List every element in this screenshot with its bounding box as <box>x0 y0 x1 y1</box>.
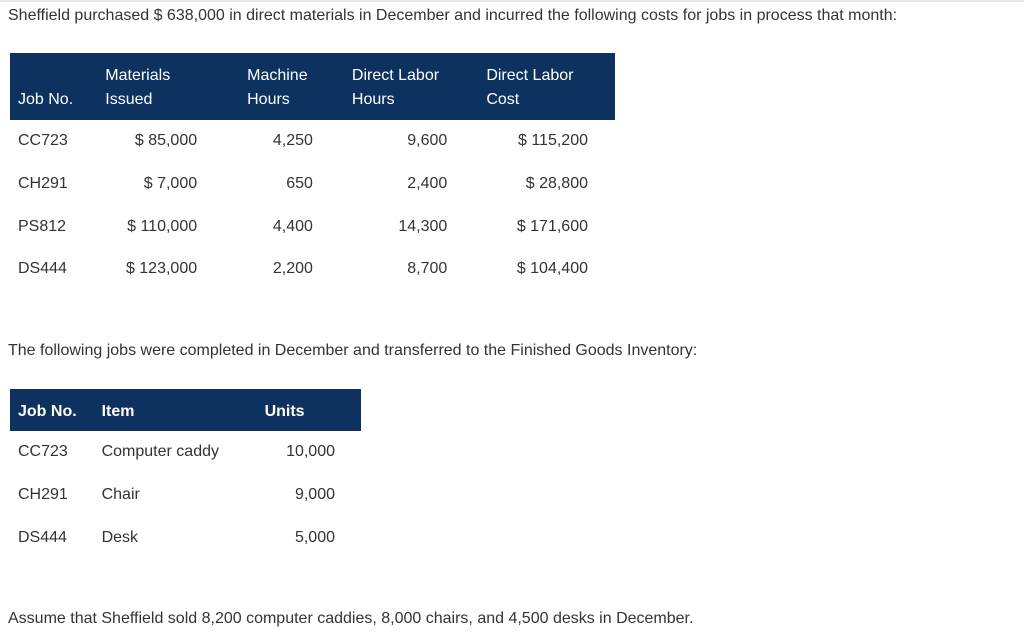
cell-item: Desk <box>101 528 139 546</box>
cell-machine-hours: 2,200 <box>272 260 313 278</box>
cell-labor-hours: 9,600 <box>407 132 448 150</box>
cell-units: 10,000 <box>286 443 335 461</box>
header-direct-labor-hours: Direct Labor Hours <box>351 67 440 108</box>
cell-job-no: CC723 <box>18 443 68 461</box>
header-job-no: Job No. <box>18 403 77 420</box>
cell-machine-hours: 4,400 <box>272 217 313 235</box>
completed-jobs-table <box>10 389 361 559</box>
cell-labor-hours: 2,400 <box>407 175 448 193</box>
cell-materials: $ 7,000 <box>143 175 198 193</box>
cell-job-no: DS444 <box>18 528 67 546</box>
completed-jobs-text: The following jobs were completed in December and transferred to the Finished Goods Inventory: <box>8 342 698 359</box>
header-item: Item <box>101 403 135 420</box>
cell-materials: $ 123,000 <box>125 260 198 278</box>
table-row <box>10 431 361 474</box>
table-header-row <box>10 389 361 431</box>
header-direct-labor-cost: Direct Labor Cost <box>486 67 574 108</box>
header-materials-issued: Materials Issued <box>105 67 171 108</box>
cell-labor-cost: $ 28,800 <box>525 175 588 193</box>
cell-job-no: PS812 <box>18 217 67 235</box>
cell-units: 9,000 <box>294 486 335 504</box>
cell-labor-hours: 14,300 <box>398 217 448 235</box>
table-row <box>10 516 361 559</box>
cell-item: Chair <box>101 486 140 504</box>
job-costs-table <box>10 53 615 291</box>
header-machine-hours: Machine Hours <box>247 67 308 108</box>
table-row <box>10 163 615 206</box>
cell-item: Computer caddy <box>101 443 219 461</box>
cell-labor-cost: $ 104,400 <box>516 260 588 278</box>
cell-materials: $ 85,000 <box>134 132 198 150</box>
closing-text: Assume that Sheffield sold 8,200 computer caddies, 8,000 chairs, and 4,500 desks in December. <box>8 610 694 627</box>
header-job-no: Job No. <box>18 91 74 108</box>
cell-labor-hours: 8,700 <box>407 260 448 278</box>
cell-labor-cost: $ 115,200 <box>518 132 588 150</box>
cell-labor-cost: $ 171,600 <box>516 217 588 235</box>
cell-job-no: CH291 <box>18 175 68 193</box>
cell-job-no: CC723 <box>18 132 68 150</box>
table-row <box>10 205 615 248</box>
cell-materials: $ 110,000 <box>127 217 198 235</box>
cell-machine-hours: 650 <box>286 175 313 193</box>
top-divider <box>0 0 1024 2</box>
table-row <box>10 474 361 517</box>
cell-job-no: DS444 <box>18 260 67 278</box>
cell-machine-hours: 4,250 <box>272 132 313 150</box>
table-row <box>10 248 615 291</box>
intro-text: Sheffield purchased $ 638,000 in direct materials in December and incurred the following costs for jobs in process that month: <box>8 7 898 24</box>
cell-units: 5,000 <box>294 528 335 546</box>
table-row <box>10 120 615 163</box>
table-header-row <box>10 53 615 120</box>
cell-job-no: CH291 <box>18 486 68 504</box>
header-units: Units <box>264 403 305 420</box>
